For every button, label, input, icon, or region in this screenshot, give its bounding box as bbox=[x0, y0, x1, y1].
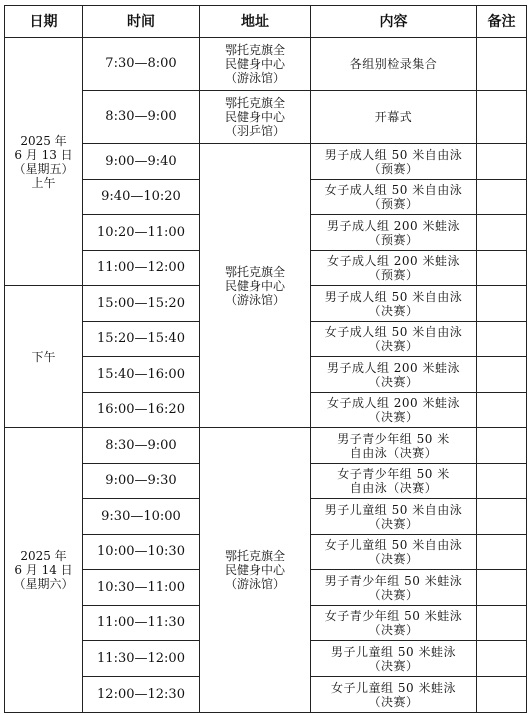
table-row bbox=[5, 428, 527, 464]
content-cell: 女子成人组 200 米蛙泳 （决赛） bbox=[311, 393, 477, 428]
content-cell: 女子儿童组 50 米蛙泳 （决赛） bbox=[311, 677, 477, 713]
time-cell: 10:00—10:30 bbox=[83, 535, 200, 570]
time-cell: 7:30—8:00 bbox=[83, 38, 200, 91]
note-cell bbox=[477, 357, 527, 393]
venue-cell: 鄂托克旗全 民健身中心 （游泳馆） bbox=[200, 428, 311, 713]
note-cell bbox=[477, 144, 527, 180]
table-row bbox=[5, 38, 527, 91]
header-time: 时间 bbox=[83, 6, 200, 38]
note-cell bbox=[477, 38, 527, 91]
time-cell: 11:00—11:30 bbox=[83, 606, 200, 641]
time-cell: 11:30—12:00 bbox=[83, 641, 200, 677]
note-cell bbox=[477, 499, 527, 535]
venue-cell: 鄂托克旗全 民健身中心 （游泳馆） bbox=[200, 38, 311, 91]
note-cell bbox=[477, 428, 527, 464]
content-cell: 各组别检录集合 bbox=[311, 38, 477, 91]
content-cell: 男子青少年组 50 米 自由泳（决赛） bbox=[311, 428, 477, 464]
time-cell: 15:40—16:00 bbox=[83, 357, 200, 393]
time-cell: 9:00—9:30 bbox=[83, 464, 200, 499]
note-cell bbox=[477, 322, 527, 357]
content-cell: 男子成人组 50 米自由泳 （预赛） bbox=[311, 144, 477, 180]
time-cell: 10:20—11:00 bbox=[83, 215, 200, 251]
header-venue: 地址 bbox=[200, 6, 311, 38]
time-cell: 15:00—15:20 bbox=[83, 286, 200, 322]
venue-cell: 鄂托克旗全 民健身中心 （羽乒馆） bbox=[200, 91, 311, 144]
content-cell: 女子青少年组 50 米蛙泳 （决赛） bbox=[311, 606, 477, 641]
table-row bbox=[5, 91, 527, 144]
content-cell: 女子成人组 50 米自由泳 （预赛） bbox=[311, 180, 477, 215]
venue-cell: 鄂托克旗全 民健身中心 （游泳馆） bbox=[200, 144, 311, 428]
note-cell bbox=[477, 180, 527, 215]
header-row bbox=[5, 6, 527, 38]
header-note: 备注 bbox=[477, 6, 527, 38]
table-row bbox=[5, 144, 527, 180]
content-cell: 开幕式 bbox=[311, 91, 477, 144]
time-cell: 8:30—9:00 bbox=[83, 428, 200, 464]
date-cell: 2025 年 6 月 13 日 （星期五） 上午 bbox=[5, 38, 83, 286]
content-cell: 女子儿童组 50 米自由泳 （决赛） bbox=[311, 535, 477, 570]
note-cell bbox=[477, 677, 527, 713]
header-date: 日期 bbox=[5, 6, 83, 38]
time-cell: 9:40—10:20 bbox=[83, 180, 200, 215]
time-cell: 11:00—12:00 bbox=[83, 251, 200, 286]
note-cell bbox=[477, 215, 527, 251]
schedule-table bbox=[4, 5, 527, 713]
content-cell: 男子儿童组 50 米蛙泳 （决赛） bbox=[311, 641, 477, 677]
header-content: 内容 bbox=[311, 6, 477, 38]
note-cell bbox=[477, 606, 527, 641]
content-cell: 男子成人组 200 米蛙泳 （决赛） bbox=[311, 357, 477, 393]
time-cell: 8:30—9:00 bbox=[83, 91, 200, 144]
note-cell bbox=[477, 393, 527, 428]
time-cell: 10:30—11:00 bbox=[83, 570, 200, 606]
note-cell bbox=[477, 286, 527, 322]
note-cell bbox=[477, 91, 527, 144]
time-cell: 15:20—15:40 bbox=[83, 322, 200, 357]
note-cell bbox=[477, 464, 527, 499]
content-cell: 男子成人组 200 米蛙泳 （预赛） bbox=[311, 215, 477, 251]
content-cell: 女子青少年组 50 米 自由泳（决赛） bbox=[311, 464, 477, 499]
note-cell bbox=[477, 535, 527, 570]
content-cell: 男子儿童组 50 米自由泳 （决赛） bbox=[311, 499, 477, 535]
date-cell: 2025 年 6 月 14 日 （星期六） bbox=[5, 428, 83, 713]
time-cell: 9:00—9:40 bbox=[83, 144, 200, 180]
content-cell: 男子青少年组 50 米蛙泳 （决赛） bbox=[311, 570, 477, 606]
content-cell: 女子成人组 50 米自由泳 （决赛） bbox=[311, 322, 477, 357]
time-cell: 9:30—10:00 bbox=[83, 499, 200, 535]
content-cell: 女子成人组 200 米蛙泳 （预赛） bbox=[311, 251, 477, 286]
time-cell: 16:00—16:20 bbox=[83, 393, 200, 428]
content-cell: 男子成人组 50 米自由泳 （决赛） bbox=[311, 286, 477, 322]
note-cell bbox=[477, 570, 527, 606]
time-cell: 12:00—12:30 bbox=[83, 677, 200, 713]
note-cell bbox=[477, 251, 527, 286]
date-cell: 下午 bbox=[5, 286, 83, 428]
note-cell bbox=[477, 641, 527, 677]
